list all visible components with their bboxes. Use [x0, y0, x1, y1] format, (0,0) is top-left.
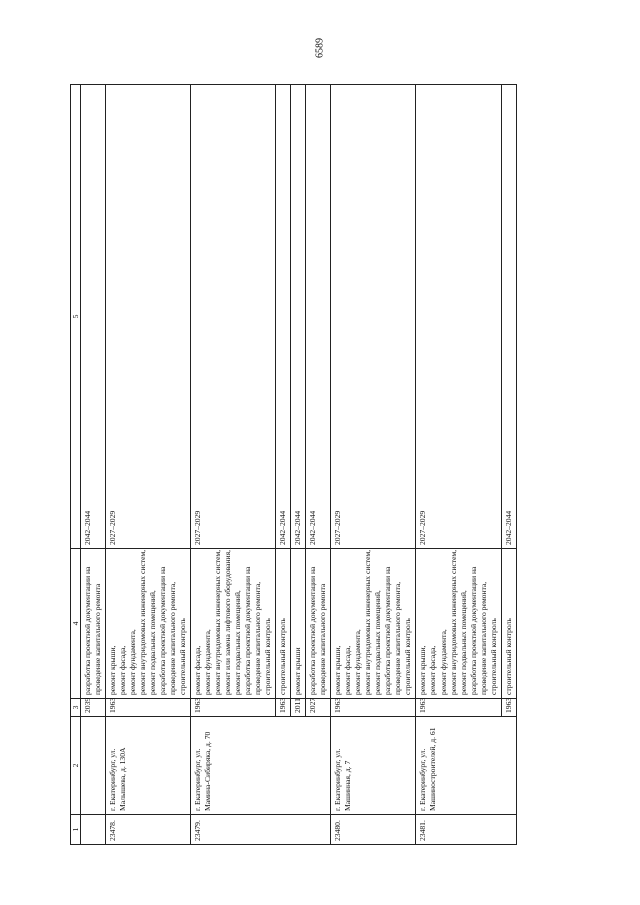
repair-period: 2042–2044 [306, 85, 331, 549]
record-number: 23480. [331, 815, 416, 845]
repair-work-line: строительный контроль [503, 618, 513, 695]
repair-period: 2042–2044 [291, 85, 306, 549]
repair-works [81, 549, 106, 699]
repair-work-line: ремонт внутридомовых инженерных систем, [138, 549, 148, 695]
repair-work-line: ремонт подвальных помещений, [373, 590, 383, 695]
repair-work-line: строительный контроль [488, 618, 498, 695]
table-row [416, 85, 501, 845]
commissioning-year: 2011 [291, 699, 306, 717]
table-row [331, 85, 416, 845]
house-address [81, 717, 106, 815]
commissioning-year: 2027 [306, 699, 331, 717]
table-row [191, 85, 276, 845]
repair-work-line: строительный контроль [263, 618, 273, 695]
repair-work-line: ремонт подвальных помещений, [458, 590, 468, 695]
repair-work-line: ремонт фундамента, [438, 629, 448, 695]
repair-work-line: ремонт фундамента, [353, 629, 363, 695]
page-number: 6589 [314, 38, 326, 58]
repair-period: 2027–2029 [106, 85, 191, 549]
repair-work-line: ремонт фундамента, [128, 629, 138, 695]
repair-work-line: разработка проектной документации на [308, 566, 318, 695]
repair-work-line: проведение капитального ремонта [318, 583, 328, 695]
record-number: 23479. [191, 815, 331, 845]
capital-repair-table [70, 84, 517, 845]
repair-work-line: ремонт фасада, [193, 645, 203, 695]
house-address: г. Екатеринбург, ул. Мамина-Сибиряка, д. 70 [191, 717, 331, 815]
house-address: г. Екатеринбург, ул. Машинная, д. 7 [331, 717, 416, 815]
repair-period: 2027–2029 [331, 85, 416, 549]
repair-work-line: ремонт крыши, [418, 645, 428, 695]
commissioning-year: 1963 [331, 699, 416, 717]
repair-work-line: разработка проектной документации на [243, 566, 253, 695]
repair-work-line: проведение капитального ремонта [93, 583, 103, 695]
commissioning-year: 2039 [81, 699, 106, 717]
repair-works [291, 549, 306, 699]
commissioning-year: 1963 [416, 699, 501, 717]
repair-work-line: ремонт фасада, [428, 645, 438, 695]
repair-period: 2027–2029 [191, 85, 276, 549]
repair-work-line: ремонт крыши, [333, 645, 343, 695]
repair-work-line: проведение капитального ремонта, [393, 581, 403, 695]
table-body [71, 85, 517, 845]
table-row [106, 85, 191, 845]
repair-work-line: ремонт фундамента, [203, 629, 213, 695]
repair-work-line: строительный контроль [403, 618, 413, 695]
repair-period: 2042–2044 [501, 85, 516, 549]
repair-work-line: ремонт крыши, [108, 645, 118, 695]
repair-work-line: проведение капитального ремонта, [253, 581, 263, 695]
column-number-row [71, 85, 81, 845]
repair-work-line: строительный контроль [178, 618, 188, 695]
repair-work-line: ремонт внутридомовых инженерных систем, [448, 549, 458, 695]
commissioning-year: 1963 [501, 699, 516, 717]
repair-works [331, 549, 416, 699]
repair-period: 2027–2029 [416, 85, 501, 549]
repair-work-line: строительный контроль [278, 618, 288, 695]
repair-work-line: ремонт фасада, [118, 645, 128, 695]
repair-works [416, 549, 501, 699]
table-row [81, 85, 106, 845]
repair-work-line: ремонт крыши [293, 647, 303, 695]
repair-work-line: разработка проектной документации на [383, 566, 393, 695]
record-number: 23481. [416, 815, 516, 845]
commissioning-year: 1963 [106, 699, 191, 717]
repair-works [306, 549, 331, 699]
commissioning-year: 1963 [191, 699, 276, 717]
repair-work-line: ремонт подвальных помещений, [148, 590, 158, 695]
column-number: 5 [71, 85, 81, 549]
repair-works [501, 549, 516, 699]
repair-work-line: разработка проектной документации на [468, 566, 478, 695]
house-address: г. Екатеринбург, ул. Машиностроителей, д. 61 [416, 717, 516, 815]
repair-work-line: ремонт или замена лифтового оборудования, [223, 550, 233, 695]
repair-work-line: ремонт фасада, [343, 645, 353, 695]
record-number: 23478. [106, 815, 191, 845]
repair-work-line: разработка проектной документации на [158, 566, 168, 695]
repair-work-line: ремонт внутридомовых инженерных систем, [363, 549, 373, 695]
rotated-page-content [70, 85, 600, 845]
column-number: 3 [71, 699, 81, 717]
repair-work-line: ремонт внутридомовых инженерных систем, [213, 549, 223, 695]
repair-works [106, 549, 191, 699]
repair-period: 2042–2044 [276, 85, 291, 549]
repair-work-line: проведение капитального ремонта, [478, 581, 488, 695]
repair-period: 2042–2044 [81, 85, 106, 549]
repair-works [191, 549, 276, 699]
column-number: 2 [71, 717, 81, 815]
repair-work-line: ремонт подвальных помещений, [233, 590, 243, 695]
record-number [81, 815, 106, 845]
repair-works [276, 549, 291, 699]
commissioning-year: 1963 [276, 699, 291, 717]
column-number: 4 [71, 549, 81, 699]
house-address: г. Екатеринбург, ул. Малышева, д. 130А [106, 717, 191, 815]
repair-work-line: разработка проектной документации на [83, 566, 92, 695]
repair-work-line: проведение капитального ремонта, [168, 581, 178, 695]
column-number: 1 [71, 815, 81, 845]
